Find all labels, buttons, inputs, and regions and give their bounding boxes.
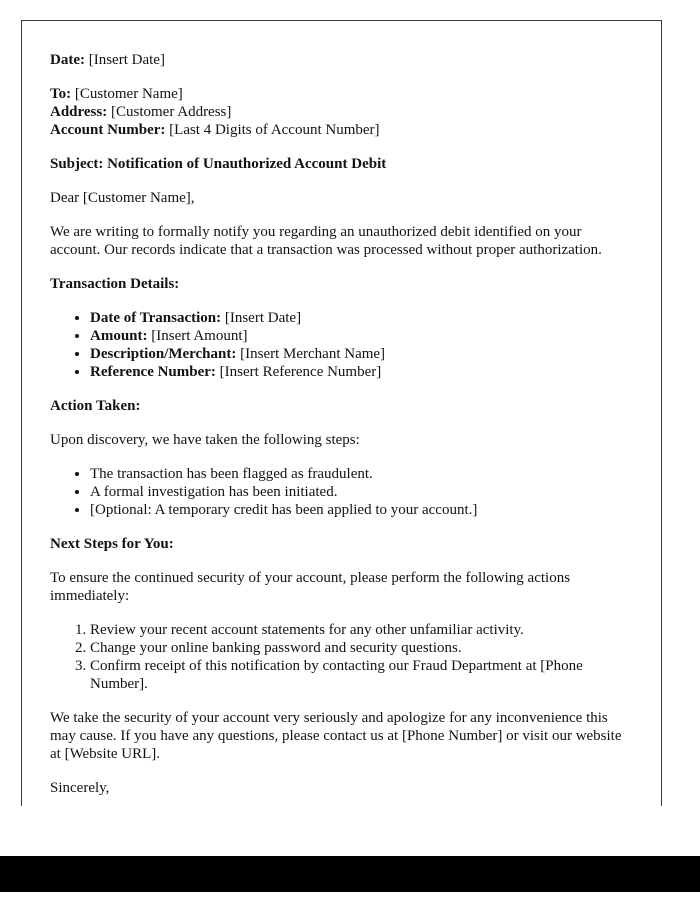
bottom-bar bbox=[0, 856, 700, 892]
date-line bbox=[50, 51, 633, 69]
transaction-item-amount bbox=[90, 327, 633, 345]
subject-line: Subject: Notification of Unauthorized Account Debit bbox=[50, 156, 387, 172]
salutation: Dear [Customer Name], bbox=[50, 190, 195, 206]
recipient-block bbox=[50, 85, 633, 139]
address-label: Address: bbox=[50, 104, 108, 120]
to-label: To: bbox=[50, 86, 72, 102]
next-step-password: 2. Change your online banking password and security questions. bbox=[90, 639, 633, 657]
action-taken-intro: Upon discovery, we have taken the following steps: bbox=[50, 432, 360, 448]
transaction-item-date bbox=[90, 309, 633, 327]
recipient-account-line bbox=[50, 121, 633, 139]
action-item-flagged: • The transaction has been flagged as fraudulent. bbox=[90, 465, 633, 483]
letter-document bbox=[21, 20, 662, 806]
action-taken-list bbox=[50, 465, 633, 519]
transaction-item-date-label: Date of Transaction: bbox=[90, 310, 222, 326]
address-value: [Customer Address] bbox=[107, 104, 232, 120]
transaction-item-reference-value: [Insert Reference Number] bbox=[215, 364, 382, 380]
transaction-item-reference bbox=[90, 363, 633, 381]
transaction-item-merchant-label: Description/Merchant: bbox=[90, 346, 237, 362]
transaction-item-amount-value: [Insert Amount] bbox=[147, 328, 248, 344]
action-taken-heading: Action Taken: bbox=[50, 398, 141, 414]
recipient-address-line bbox=[50, 103, 633, 121]
transaction-item-amount-label: Amount: bbox=[90, 328, 148, 344]
next-steps-heading: Next Steps for You: bbox=[50, 536, 174, 552]
next-steps-intro: To ensure the continued security of your account, please perform the following actions immediately: bbox=[50, 570, 571, 604]
transaction-item-merchant bbox=[90, 345, 633, 363]
account-number-label: Account Number: bbox=[50, 122, 166, 138]
next-step-confirm: 3. Confirm receipt of this notification by contacting our Fraud Department at [Phone Number]. bbox=[90, 657, 633, 693]
date-label: Date: bbox=[50, 52, 85, 68]
recipient-to-line bbox=[50, 85, 633, 103]
transaction-details-list bbox=[50, 309, 633, 381]
action-item-credit: • [Optional: A temporary credit has been applied to your account.] bbox=[90, 501, 633, 519]
transaction-item-date-value: [Insert Date] bbox=[221, 310, 302, 326]
next-step-review: 1. Review your recent account statements for any other unfamiliar activity. bbox=[90, 621, 633, 639]
closing-paragraph: We take the security of your account very seriously and apologize for any inconvenience this may cause. If you have any questions, please contact us at [Phone Number] or visit our website at [Website URL]. bbox=[50, 710, 622, 762]
intro-paragraph: We are writing to formally notify you regarding an unauthorized debit identified on your account. Our records indicate that a transaction was processed without proper authorization. bbox=[50, 224, 602, 258]
signoff: Sincerely, bbox=[50, 780, 110, 796]
transaction-item-reference-label: Reference Number: bbox=[90, 364, 216, 380]
next-steps-list bbox=[50, 621, 633, 693]
account-number-value: [Last 4 Digits of Account Number] bbox=[165, 122, 380, 138]
transaction-item-merchant-value: [Insert Merchant Name] bbox=[236, 346, 386, 362]
date-value: [Insert Date] bbox=[84, 52, 165, 68]
transaction-details-heading: Transaction Details: bbox=[50, 276, 180, 292]
to-value: [Customer Name] bbox=[71, 86, 183, 102]
action-item-investigation: • A formal investigation has been initiated. bbox=[90, 483, 633, 501]
